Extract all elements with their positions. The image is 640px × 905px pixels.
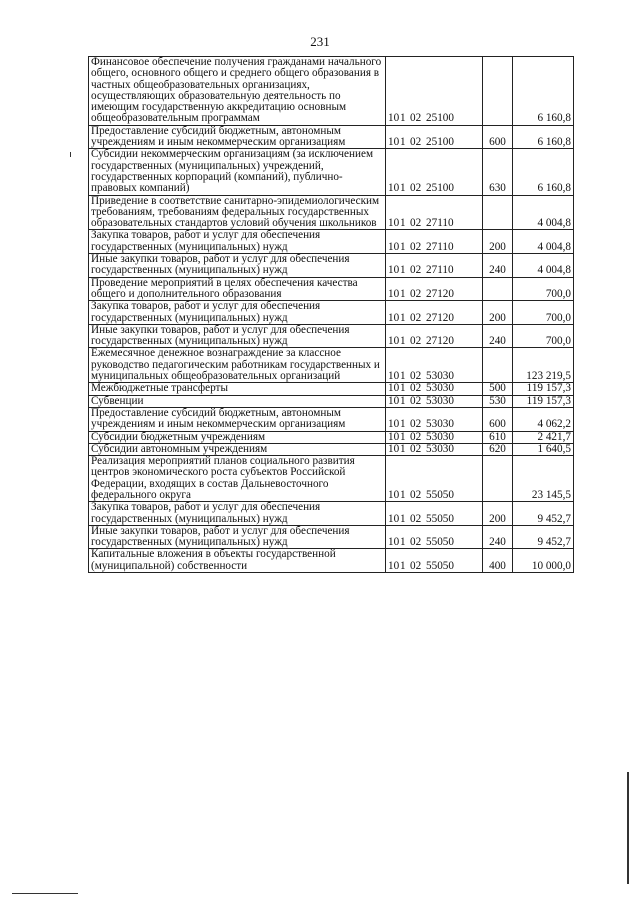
table-row	[89, 195, 574, 230]
code-section: 10	[388, 335, 400, 348]
table-row	[89, 443, 574, 455]
code-direction: 25100	[426, 112, 454, 125]
row-code	[386, 301, 483, 325]
row-name: Реализация мероприятий планов социального развития центров экономического роста субъектов Российской Федерации, входящих в состав Дальневосточного федерального округа	[89, 456, 386, 502]
code-program: 1	[400, 287, 406, 300]
row-expense-type: 200	[483, 301, 513, 325]
row-name: Закупка товаров, работ и услуг для обеспечения государственных (муниципальных) нужд	[89, 230, 386, 254]
row-code	[386, 443, 483, 455]
row-expense-type: 240	[483, 324, 513, 348]
code-section: 10	[388, 536, 400, 549]
row-expense-type: 200	[483, 502, 513, 526]
code-subprogram: 02	[410, 488, 422, 501]
row-expense-type: 400	[483, 549, 513, 573]
table-row	[89, 407, 574, 431]
code-subprogram: 02	[410, 370, 422, 383]
code-program: 1	[400, 370, 406, 383]
row-expense-type	[483, 57, 513, 126]
row-name: Закупка товаров, работ и услуг для обеспечения государственных (муниципальных) нужд	[89, 301, 386, 325]
code-subprogram: 02	[410, 512, 422, 525]
code-program: 1	[400, 559, 406, 572]
row-amount: 700,0	[513, 301, 574, 325]
row-code	[386, 549, 483, 573]
row-name: Иные закупки товаров, работ и услуг для обеспечения государственных (муниципальных) нужд	[89, 324, 386, 348]
code-program: 1	[400, 442, 406, 455]
code-direction: 27110	[426, 264, 454, 277]
code-section: 10	[388, 442, 400, 455]
row-name: Приведение в соответствие санитарно-эпидемиологическим требованиям, требованиям федеральных государственных образовательных стандартов условий обучения школьников	[89, 195, 386, 230]
row-name: Закупка товаров, работ и услуг для обеспечения государственных (муниципальных) нужд	[89, 502, 386, 526]
row-expense-type: 600	[483, 125, 513, 149]
row-expense-type	[483, 348, 513, 383]
code-direction: 53030	[426, 394, 454, 407]
code-section: 10	[388, 287, 400, 300]
row-amount: 2 421,7	[513, 431, 574, 443]
table-row	[89, 230, 574, 254]
row-amount: 119 157,3	[513, 383, 574, 395]
row-amount: 4 004,8	[513, 254, 574, 278]
code-program: 1	[400, 488, 406, 501]
code-program: 1	[400, 217, 406, 230]
code-program: 1	[400, 264, 406, 277]
code-direction: 55050	[426, 488, 454, 501]
row-name: Иные закупки товаров, работ и услуг для обеспечения государственных (муниципальных) нужд	[89, 525, 386, 549]
row-code	[386, 348, 483, 383]
row-code	[386, 525, 483, 549]
code-program: 1	[400, 182, 406, 195]
table-row	[89, 431, 574, 443]
table-row	[89, 456, 574, 502]
code-subprogram: 02	[410, 442, 422, 455]
code-program: 1	[400, 536, 406, 549]
code-program: 1	[400, 382, 406, 395]
code-program: 1	[400, 418, 406, 431]
row-expense-type	[483, 195, 513, 230]
code-subprogram: 02	[410, 287, 422, 300]
table-row	[89, 549, 574, 573]
row-expense-type: 500	[483, 383, 513, 395]
code-direction: 27120	[426, 335, 454, 348]
page-number: 231	[310, 34, 330, 49]
margin-mark-right	[627, 772, 629, 884]
row-amount: 6 160,8	[513, 57, 574, 126]
row-code	[386, 456, 483, 502]
code-direction: 55050	[426, 536, 454, 549]
row-code	[386, 395, 483, 407]
row-name: Субвенции	[89, 395, 386, 407]
code-section: 10	[388, 559, 400, 572]
code-section: 10	[388, 512, 400, 525]
code-section: 10	[388, 488, 400, 501]
code-subprogram: 02	[410, 430, 422, 443]
row-code	[386, 230, 483, 254]
table-row	[89, 324, 574, 348]
table-row	[89, 125, 574, 149]
code-section: 10	[388, 382, 400, 395]
code-section: 10	[388, 182, 400, 195]
table-row	[89, 254, 574, 278]
code-direction: 27110	[426, 217, 454, 230]
code-subprogram: 02	[410, 335, 422, 348]
row-expense-type: 200	[483, 230, 513, 254]
row-expense-type	[483, 277, 513, 301]
row-name: Капитальные вложения в объекты государственной (муниципальной) собственности	[89, 549, 386, 573]
row-name: Проведение мероприятий в целях обеспечения качества общего и дополнительного образования	[89, 277, 386, 301]
code-direction: 27120	[426, 287, 454, 300]
code-subprogram: 02	[410, 182, 422, 195]
row-expense-type	[483, 456, 513, 502]
code-section: 10	[388, 112, 400, 125]
row-name: Межбюджетные трансферты	[89, 383, 386, 395]
row-amount: 9 452,7	[513, 525, 574, 549]
row-amount: 4 004,8	[513, 230, 574, 254]
row-expense-type: 240	[483, 254, 513, 278]
budget-table-body	[89, 57, 574, 573]
row-name: Ежемесячное денежное вознаграждение за классное руководство педагогическим работникам государственных и муниципальных общеобразовательных организаций	[89, 348, 386, 383]
row-expense-type: 240	[483, 525, 513, 549]
row-name: Финансовое обеспечение получения гражданами начального общего, основного общего и среднего общего образования в частных общеобразовательных организациях, осуществляющих образовательную деятельность по имеющим государственную аккредитацию основным общеобразовательным программам	[89, 57, 386, 126]
code-program: 1	[400, 394, 406, 407]
row-expense-type: 600	[483, 407, 513, 431]
code-section: 10	[388, 430, 400, 443]
row-name: Иные закупки товаров, работ и услуг для обеспечения государственных (муниципальных) нужд	[89, 254, 386, 278]
table-row	[89, 277, 574, 301]
code-program: 1	[400, 430, 406, 443]
code-direction: 25100	[426, 182, 454, 195]
table-row	[89, 301, 574, 325]
row-code	[386, 407, 483, 431]
code-section: 10	[388, 240, 400, 253]
code-program: 1	[400, 335, 406, 348]
row-code	[386, 502, 483, 526]
table-row	[89, 395, 574, 407]
code-direction: 25100	[426, 136, 454, 149]
code-direction: 53030	[426, 370, 454, 383]
row-amount: 123 219,5	[513, 348, 574, 383]
row-name: Субсидии бюджетным учреждениям	[89, 431, 386, 443]
row-code	[386, 383, 483, 395]
table-row	[89, 149, 574, 195]
table-row	[89, 57, 574, 126]
row-name: Субсидии некоммерческим организациям (за исключением государственных (муниципальных) учреждений, государственных корпораций (компаний), публично-правовых компаний)	[89, 149, 386, 195]
row-code	[386, 431, 483, 443]
code-subprogram: 02	[410, 264, 422, 277]
code-subprogram: 02	[410, 240, 422, 253]
row-amount: 6 160,8	[513, 149, 574, 195]
row-amount: 23 145,5	[513, 456, 574, 502]
table-row	[89, 525, 574, 549]
code-subprogram: 02	[410, 217, 422, 230]
code-section: 10	[388, 370, 400, 383]
code-direction: 55050	[426, 512, 454, 525]
row-code	[386, 57, 483, 126]
code-direction: 53030	[426, 418, 454, 431]
code-direction: 53030	[426, 382, 454, 395]
code-subprogram: 02	[410, 536, 422, 549]
row-code	[386, 277, 483, 301]
code-program: 1	[400, 512, 406, 525]
row-amount: 1 640,5	[513, 443, 574, 455]
row-expense-type: 610	[483, 431, 513, 443]
code-subprogram: 02	[410, 382, 422, 395]
row-amount: 4 004,8	[513, 195, 574, 230]
code-subprogram: 02	[410, 559, 422, 572]
code-direction: 53030	[426, 442, 454, 455]
code-program: 1	[400, 136, 406, 149]
table-row	[89, 502, 574, 526]
row-name: Предоставление субсидий бюджетным, автономным учреждениям и иным некоммерческим организациям	[89, 407, 386, 431]
code-subprogram: 02	[410, 112, 422, 125]
code-section: 10	[388, 311, 400, 324]
row-amount: 119 157,3	[513, 395, 574, 407]
row-amount: 6 160,8	[513, 125, 574, 149]
row-code	[386, 324, 483, 348]
code-subprogram: 02	[410, 311, 422, 324]
code-program: 1	[400, 112, 406, 125]
code-subprogram: 02	[410, 418, 422, 431]
row-amount: 700,0	[513, 277, 574, 301]
budget-table	[88, 56, 574, 573]
row-amount: 10 000,0	[513, 549, 574, 573]
table-row	[89, 348, 574, 383]
code-direction: 53030	[426, 430, 454, 443]
row-code	[386, 254, 483, 278]
code-direction: 27120	[426, 311, 454, 324]
row-name: Субсидии автономным учреждениям	[89, 443, 386, 455]
row-expense-type: 530	[483, 395, 513, 407]
row-expense-type: 620	[483, 443, 513, 455]
row-code	[386, 195, 483, 230]
row-amount: 4 062,2	[513, 407, 574, 431]
row-code	[386, 149, 483, 195]
row-code	[386, 125, 483, 149]
margin-mark-left	[70, 152, 71, 157]
row-name: Предоставление субсидий бюджетным, автономным учреждениям и иным некоммерческим организациям	[89, 125, 386, 149]
row-amount: 9 452,7	[513, 502, 574, 526]
code-section: 10	[388, 394, 400, 407]
code-section: 10	[388, 264, 400, 277]
code-program: 1	[400, 240, 406, 253]
code-direction: 27110	[426, 240, 454, 253]
code-section: 10	[388, 136, 400, 149]
row-expense-type: 630	[483, 149, 513, 195]
table-row	[89, 383, 574, 395]
code-section: 10	[388, 418, 400, 431]
code-section: 10	[388, 217, 400, 230]
code-direction: 55050	[426, 559, 454, 572]
code-program: 1	[400, 311, 406, 324]
code-subprogram: 02	[410, 136, 422, 149]
footer-rule	[12, 893, 78, 894]
code-subprogram: 02	[410, 394, 422, 407]
row-amount: 700,0	[513, 324, 574, 348]
